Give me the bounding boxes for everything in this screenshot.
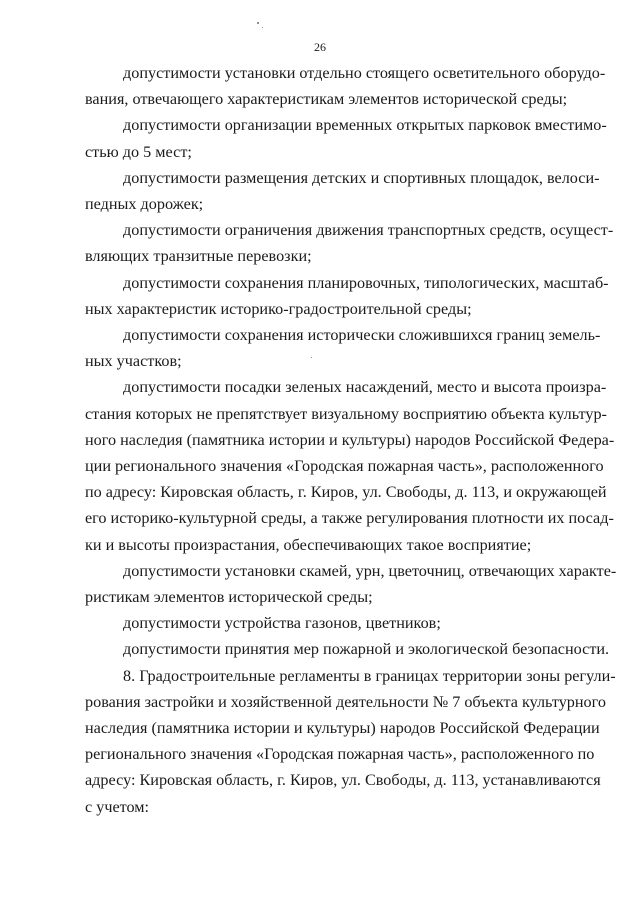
text-line: допустимости ограничения движения транспортных средств, осущест-	[123, 221, 614, 240]
text-line: допустимости установки скамей, урн, цветочниц, отвечающих характе-	[123, 561, 617, 580]
text-line: допустимости установки отдельно стоящего осветительного оборудо-	[123, 64, 606, 82]
text-line: с учетом:	[85, 797, 150, 816]
text-line: ных участков;	[85, 352, 182, 371]
text-line: по адресу: Кировская область, г. Киров, ул. Свободы, д. 113, и окружающей	[85, 483, 607, 502]
paragraph	[85, 270, 609, 322]
text-line: допустимости устройства газонов, цветников;	[123, 614, 441, 633]
text-line: стью до 5 мест;	[85, 142, 192, 161]
text-line: ного наследия (памятника истории и культуры) народов Российской Федера-	[85, 430, 615, 449]
text-line: рования застройки и хозяйственной деятельности № 7 объекта культурного	[85, 692, 606, 711]
text-line: ристикам элементов исторической среды;	[85, 588, 373, 607]
paragraph	[85, 217, 614, 269]
document-body	[85, 60, 617, 820]
text-line: 8. Градостроительные регламенты в границах территории зоны регули-	[123, 666, 616, 685]
paragraph	[85, 60, 606, 112]
paragraph	[85, 558, 617, 610]
text-line: наследия (памятника истории и культуры) народов Российской Федерации	[85, 719, 600, 738]
paragraph	[85, 663, 616, 820]
paragraph	[85, 636, 610, 662]
page-number: 26	[314, 40, 326, 54]
text-line: допустимости сохранения планировочных, типологических, масштаб-	[123, 273, 609, 292]
text-line: его историко-культурной среды, а также регулирования плотности их посад-	[85, 509, 614, 528]
text-line: ных характеристик историко-градостроительной среды;	[85, 299, 472, 318]
text-line: допустимости организации временных открытых парковок вместимо-	[123, 116, 607, 135]
text-line: ции регионального значения «Городская пожарная часть», расположенного	[85, 457, 604, 476]
text-line: допустимости размещения детских и спортивных площадок, велоси-	[123, 168, 600, 187]
paragraph	[85, 165, 600, 217]
text-line: адресу: Кировская область, г. Киров, ул. Свободы, д. 113, устанавливаются	[85, 771, 601, 790]
text-line: допустимости посадки зеленых насаждений, место и высота произра-	[123, 378, 607, 397]
text-line: допустимости сохранения исторически сложившихся границ земель-	[123, 326, 601, 345]
text-line: вания, отвечающего характеристикам элементов исторической среды;	[85, 90, 568, 109]
text-line: педных дорожек;	[85, 195, 204, 214]
text-line: вляющих транзитные перевозки;	[85, 247, 312, 266]
paragraph	[85, 322, 601, 374]
paragraph	[85, 112, 607, 164]
paragraph	[85, 610, 590, 636]
text-line: ки и высоты произрастания, обеспечивающих такое восприятие;	[85, 535, 532, 554]
text-line: стания которых не препятствует визуальному восприятию объекта культур-	[85, 404, 607, 423]
text-line: допустимости принятия мер пожарной и экологической безопасности.	[123, 640, 610, 659]
paragraph	[85, 374, 615, 557]
text-line: регионального значения «Городская пожарная часть», расположенного по	[85, 745, 595, 764]
